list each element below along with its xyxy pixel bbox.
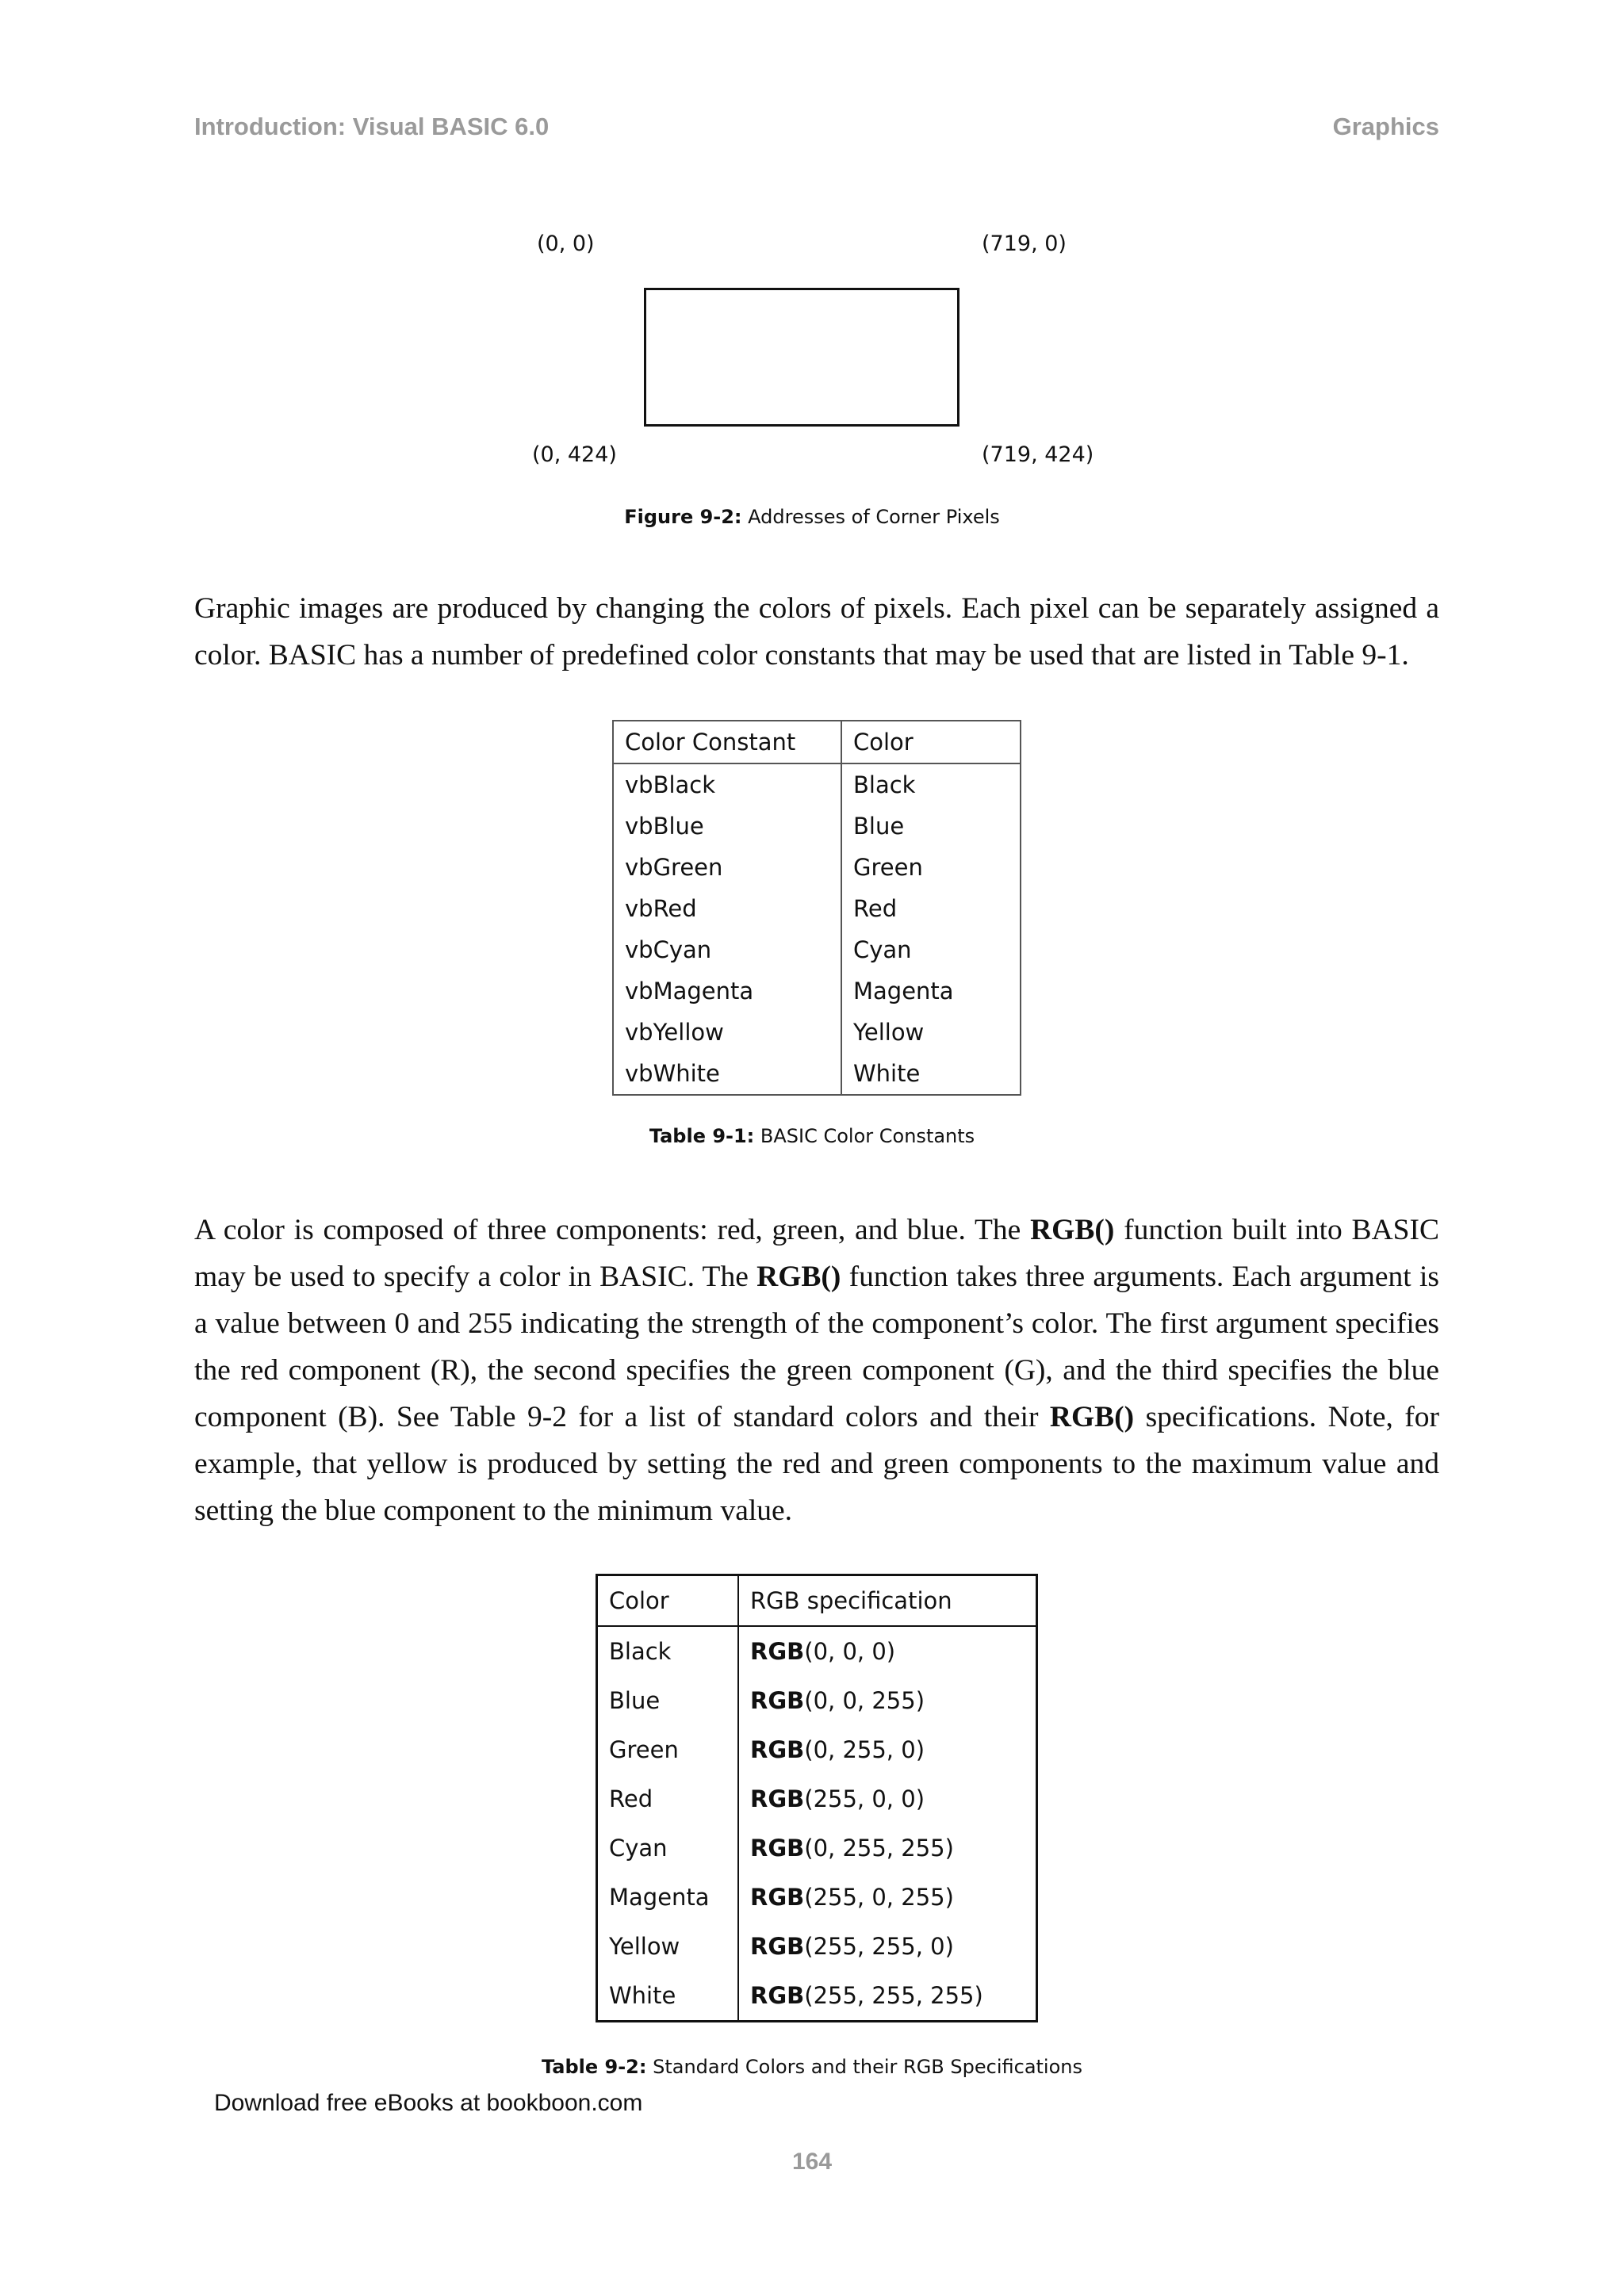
- table-1-caption-label: Table 9-1:: [649, 1125, 755, 1147]
- table-row: [597, 1971, 1037, 2022]
- rgb-function-name: RGB: [750, 1687, 805, 1714]
- table-cell: Black: [609, 1638, 672, 1665]
- table-cell: [738, 1922, 1037, 1971]
- table-row: [613, 847, 1021, 888]
- rgb-function-name: RGB: [750, 1933, 805, 1960]
- table-cell: [738, 1626, 1037, 1676]
- table-cell: [738, 1873, 1037, 1922]
- paragraph-2-text: [194, 1207, 1439, 1534]
- rgb-arguments: (0, 255, 0): [804, 1736, 925, 1763]
- table-cell: Red: [841, 888, 1021, 929]
- table-2-caption: [0, 2056, 1624, 2078]
- table-cell: Red: [609, 1785, 653, 1812]
- table-cell: Cyan: [609, 1835, 668, 1862]
- table-header-row: [597, 1575, 1037, 1627]
- table-cell: vbYellow: [625, 1019, 724, 1046]
- rgb-function-name: RGB: [750, 1638, 805, 1665]
- screen-rectangle: [644, 288, 959, 427]
- rgb-specifications-table: [596, 1574, 1038, 2022]
- corner-label-top-right: (719, 0): [982, 232, 1067, 256]
- table-cell: Yellow: [841, 1012, 1021, 1053]
- paragraph-2-segment: function takes three arguments. Each argument is a value between 0 and 255 indicating the strength of the component’s color. The first argument specifies the red component (R), the second specifies the green component (G), and the third specifies the blue component (B). See Table 9-2 for a list of standard colors and their: [194, 1261, 1439, 1433]
- corner-label-bottom-right: (719, 424): [982, 442, 1094, 467]
- table-row: [597, 1922, 1037, 1971]
- figure-caption-text: Addresses of Corner Pixels: [741, 506, 1000, 528]
- page-number: 164: [791, 2149, 833, 2175]
- table-cell: vbRed: [625, 895, 697, 922]
- table-row: [613, 888, 1021, 929]
- table-header-cell: RGB specification: [738, 1575, 1037, 1627]
- running-header-right: Graphics: [1332, 113, 1439, 140]
- table-row: [613, 929, 1021, 970]
- table-cell: Black: [841, 763, 1021, 806]
- table-row: [597, 1725, 1037, 1774]
- rgb-function-name: RGB(): [1030, 1214, 1115, 1246]
- table-cell: vbMagenta: [625, 978, 754, 1004]
- running-header-left: Introduction: Visual BASIC 6.0: [194, 113, 550, 140]
- table-row: [613, 970, 1021, 1012]
- table-cell: vbBlack: [625, 771, 716, 798]
- table-cell: vbWhite: [625, 1060, 720, 1087]
- paragraph-2: [194, 1207, 1439, 1534]
- rgb-arguments: (0, 0, 255): [804, 1687, 925, 1714]
- rgb-arguments: (255, 255, 255): [804, 1982, 983, 2009]
- table-2-caption-label: Table 9-2:: [542, 2056, 647, 2078]
- table-cell: [738, 1823, 1037, 1873]
- table-cell: Magenta: [841, 970, 1021, 1012]
- table-cell: Green: [609, 1736, 679, 1763]
- table-row: [613, 1012, 1021, 1053]
- table-cell: vbCyan: [625, 936, 712, 963]
- table-cell: Cyan: [841, 929, 1021, 970]
- corner-label-top-left: (0, 0): [537, 232, 595, 256]
- table-cell: vbGreen: [625, 854, 723, 881]
- rgb-arguments: (0, 0, 0): [804, 1638, 896, 1665]
- rgb-function-name: RGB: [750, 1835, 805, 1862]
- figure-caption-label: Figure 9-2:: [624, 506, 742, 528]
- table-header-cell: Color Constant: [613, 721, 841, 763]
- table-cell: [738, 1971, 1037, 2022]
- table-cell: [738, 1676, 1037, 1725]
- rgb-function-name: RGB: [750, 1736, 805, 1763]
- table-cell: Blue: [841, 806, 1021, 847]
- corner-label-bottom-left: (0, 424): [532, 442, 617, 467]
- table-1-caption: [0, 1125, 1624, 1147]
- table-2-caption-text: Standard Colors and their RGB Specifications: [646, 2056, 1082, 2078]
- rgb-function-name: RGB: [750, 1785, 805, 1812]
- table-row: [613, 763, 1021, 806]
- table-cell: Blue: [609, 1687, 661, 1714]
- table-row: [597, 1873, 1037, 1922]
- rgb-arguments: (255, 0, 0): [804, 1785, 925, 1812]
- paragraph-1: [194, 585, 1439, 679]
- rgb-function-name: RGB: [750, 1884, 805, 1911]
- table-cell: Yellow: [609, 1933, 680, 1960]
- table-cell: [738, 1774, 1037, 1823]
- download-link[interactable]: Download free eBooks at bookboon.com: [214, 2090, 643, 2116]
- table-row: [597, 1676, 1037, 1725]
- table-cell: White: [609, 1982, 676, 2009]
- table-header-cell: Color: [597, 1575, 739, 1627]
- table-row: [597, 1823, 1037, 1873]
- figure-caption: [0, 506, 1624, 528]
- paragraph-2-segment: specifications. Note, for example, that yellow is produced by setting the red and green components to the maximum value and setting the blue component to the minimum value.: [194, 1401, 1439, 1527]
- table-row: [613, 1053, 1021, 1095]
- rgb-function-name: RGB(): [1049, 1401, 1135, 1433]
- table-cell: Magenta: [609, 1884, 710, 1911]
- table-header-cell: Color: [841, 721, 1021, 763]
- table-row: [613, 806, 1021, 847]
- table-cell: Green: [841, 847, 1021, 888]
- table-cell: White: [841, 1053, 1021, 1095]
- table-row: [597, 1774, 1037, 1823]
- rgb-function-name: RGB: [750, 1982, 805, 2009]
- paragraph-2-segment: function built into BASIC may be used to specify a color in BASIC. The: [194, 1214, 1440, 1293]
- rgb-arguments: (255, 255, 0): [804, 1933, 954, 1960]
- rgb-arguments: (255, 0, 255): [804, 1884, 954, 1911]
- rgb-function-name: RGB(): [756, 1261, 841, 1293]
- paragraph-1-text: Graphic images are produced by changing the colors of pixels. Each pixel can be separately assigned a color. BASIC has a number of predefined color constants that may be used that are listed in Table 9-1.: [194, 592, 1439, 672]
- table-cell: [738, 1725, 1037, 1774]
- table-row: [597, 1626, 1037, 1676]
- paragraph-2-segment: A color is composed of three components: red, green, and blue. The: [194, 1214, 1031, 1246]
- table-header-row: [613, 721, 1021, 763]
- color-constants-table: [612, 720, 1021, 1096]
- rgb-arguments: (0, 255, 255): [804, 1835, 954, 1862]
- table-1-caption-text: BASIC Color Constants: [754, 1125, 975, 1147]
- table-cell: vbBlue: [625, 813, 704, 840]
